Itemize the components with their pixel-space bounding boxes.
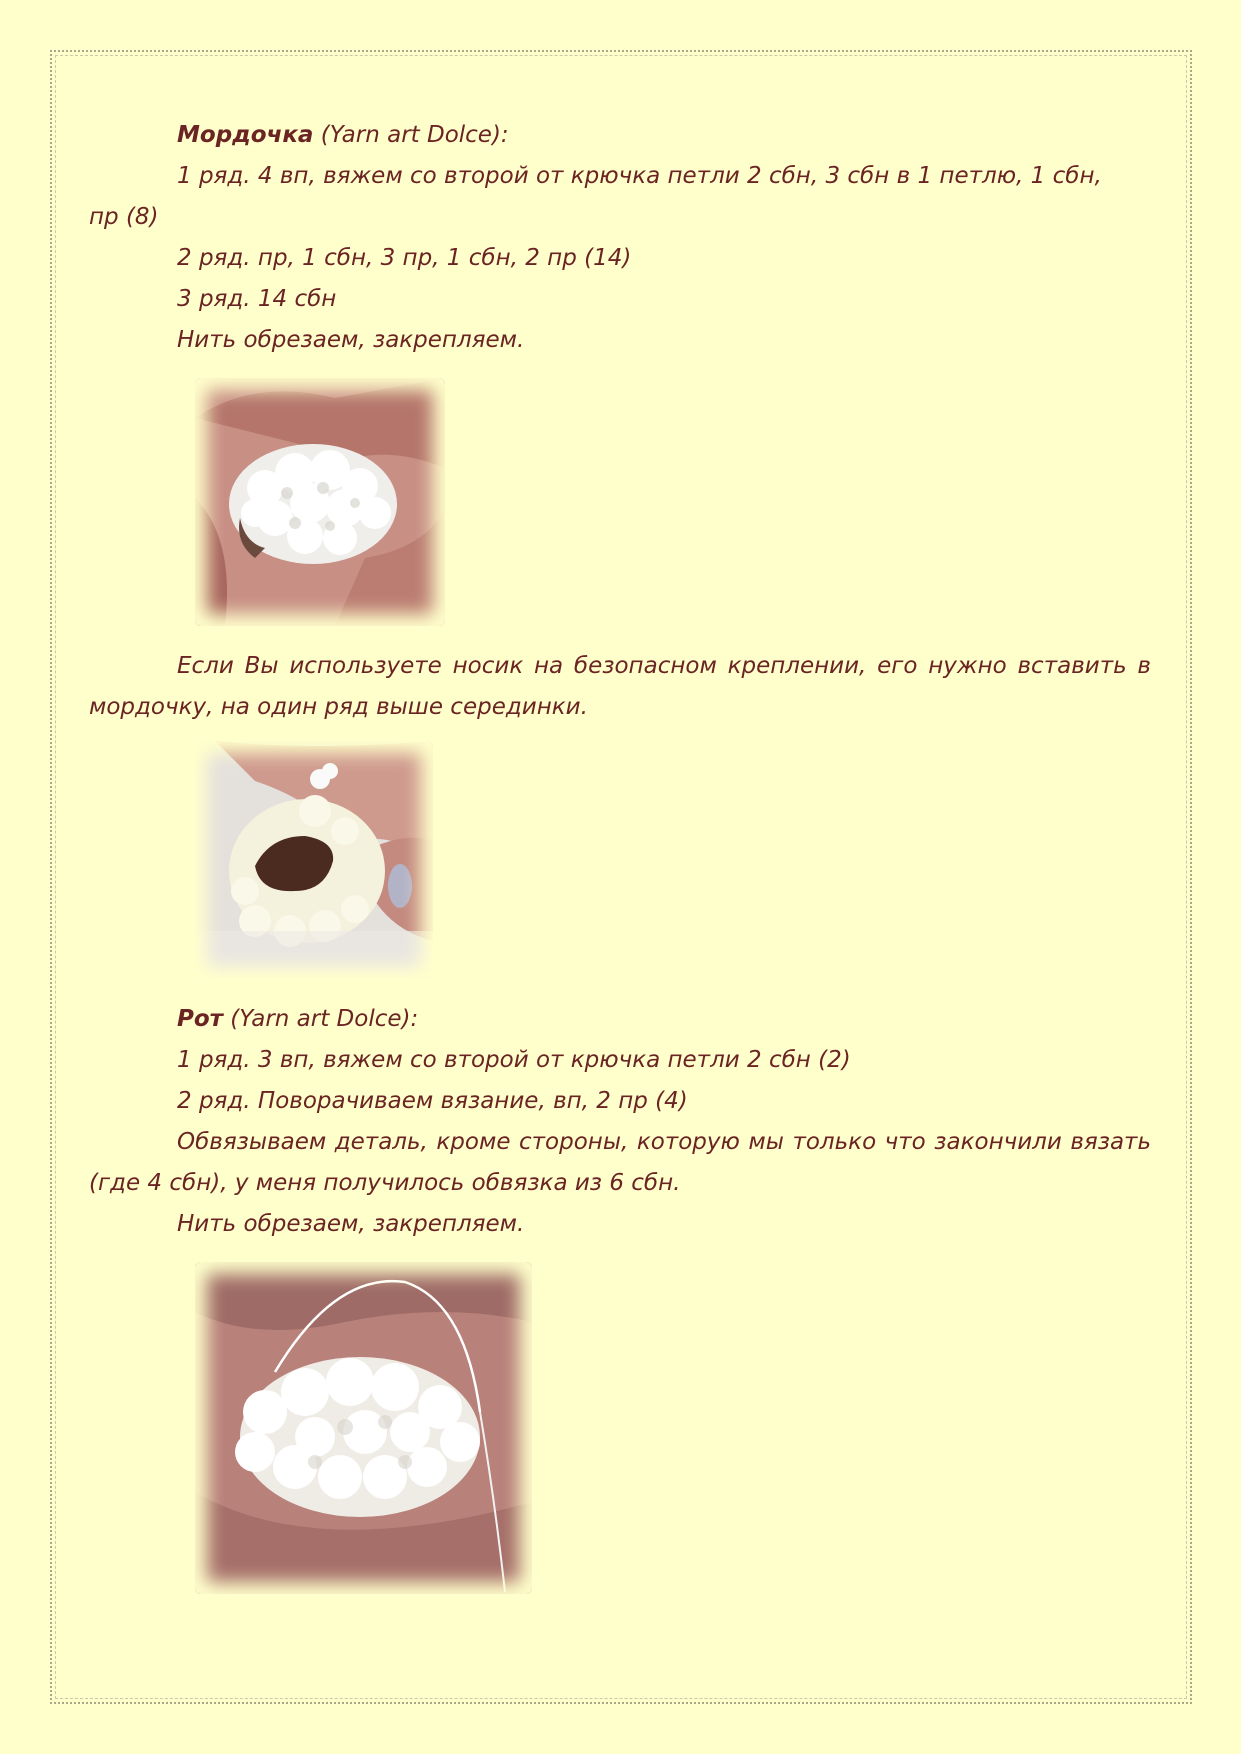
- muzzle-row3: 3 ряд. 14 сбн: [177, 286, 337, 312]
- muzzle-row1-cont: пр (8): [89, 204, 159, 230]
- mouth-photo: [195, 1262, 532, 1594]
- muzzle-heading: [89, 115, 1151, 156]
- muzzle-yarn: (Yarn art Dolce):: [313, 122, 509, 148]
- muzzle-title: Мордочка: [177, 122, 314, 148]
- muzzle-finish: Нить обрезаем, закрепляем.: [177, 327, 525, 353]
- mouth-heading: [89, 999, 1151, 1040]
- nose-photo: [195, 741, 433, 979]
- mouth-edge: Обвязываем деталь, кроме стороны, которую мы только что закончили вязать (где 4 сбн), у меня получилось обвязка из 6 сбн.: [89, 1129, 1151, 1196]
- nose-note: Если Вы используете носик на безопасном креплении, его нужно вставить в мордочку, на один ряд выше серединки.: [89, 653, 1151, 720]
- mouth-yarn: (Yarn art Dolce):: [223, 1006, 419, 1032]
- mouth-row2: 2 ряд. Поворачиваем вязание, вп, 2 пр (4): [177, 1088, 688, 1114]
- mouth-finish: Нить обрезаем, закрепляем.: [177, 1211, 525, 1237]
- muzzle-row1: 1 ряд. 4 вп, вяжем со второй от крючка петли 2 сбн, 3 сбн в 1 петлю, 1 сбн,: [177, 163, 1102, 189]
- muzzle-row2: 2 ряд. пр, 1 сбн, 3 пр, 1 сбн, 2 пр (14): [177, 245, 632, 271]
- muzzle-photo: [195, 378, 445, 626]
- mouth-title: Рот: [177, 1006, 223, 1032]
- mouth-row1: 1 ряд. 3 вп, вяжем со второй от крючка петли 2 сбн (2): [177, 1047, 851, 1073]
